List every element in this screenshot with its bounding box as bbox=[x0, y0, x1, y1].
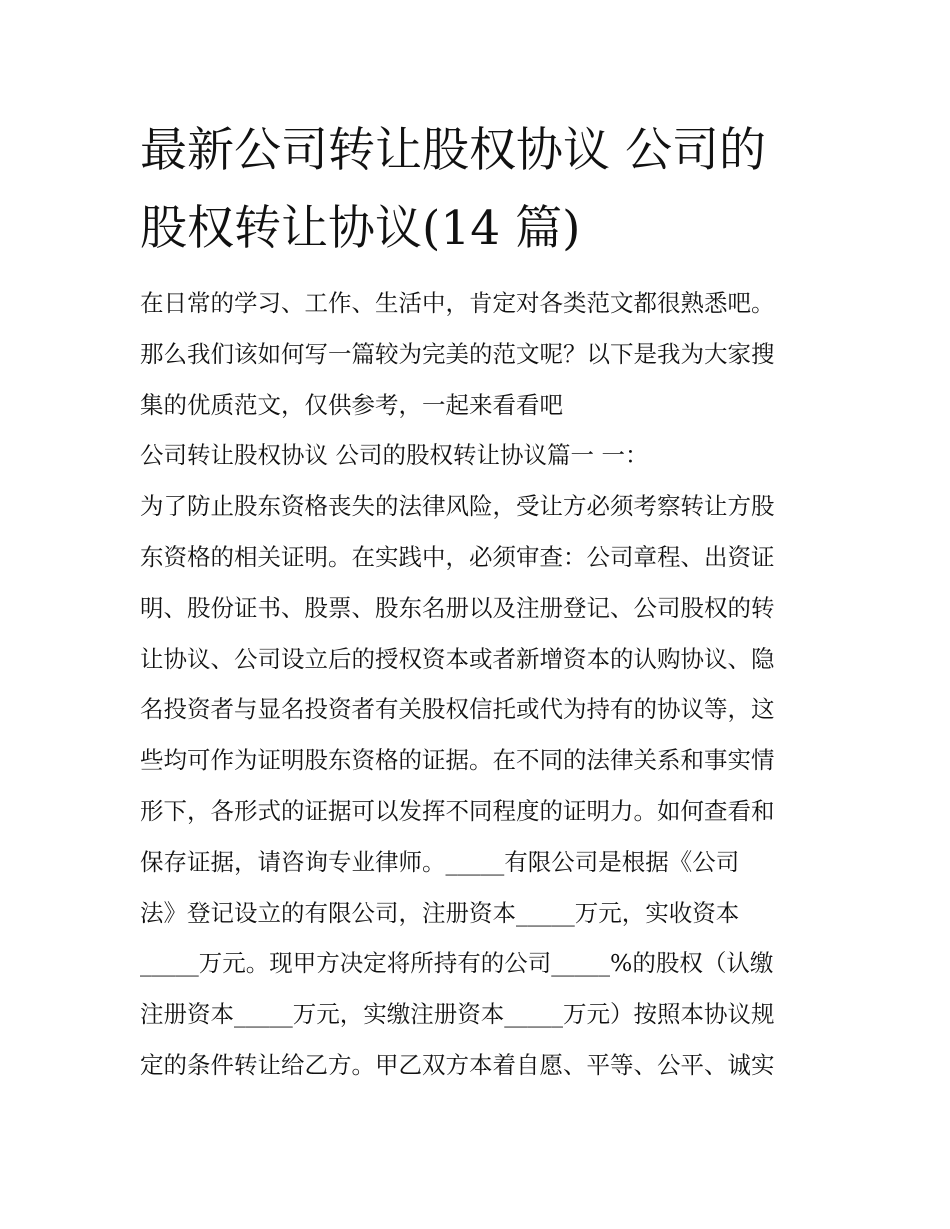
document-title bbox=[140, 112, 830, 268]
body-line-14: _____万元。现甲方决定将所持有的公司_____%的股权（认缴 bbox=[140, 949, 774, 978]
section-heading: 公司转让股权协议 公司的股权转让协议篇一 一： bbox=[140, 441, 649, 470]
intro-line-3: 集的优质范文，仅供参考，一起来看看吧 bbox=[140, 390, 563, 419]
title-line-1: 最新公司转让股权协议 公司的 bbox=[140, 123, 766, 178]
body-line-6: 东资格的相关证明。在实践中，必须审查：公司章程、出资证 bbox=[140, 542, 775, 571]
intro-line-1: 在日常的学习、工作、生活中，肯定对各类范文都很熟悉吧。 bbox=[140, 289, 775, 317]
document-body bbox=[140, 278, 830, 1091]
body-line-13: 法》登记设立的有限公司，注册资本_____万元，实收资本 bbox=[140, 898, 740, 927]
body-line-11: 形下，各形式的证据可以发挥不同程度的证明力。如何查看和 bbox=[140, 796, 775, 825]
body-line-5: 为了防止股东资格丧失的法律风险，受让方必须考察转让方股 bbox=[140, 492, 775, 521]
body-line-10: 些均可作为证明股东资格的证据。在不同的法律关系和事实情 bbox=[140, 746, 775, 775]
body-line-7: 明、股份证书、股票、股东名册以及注册登记、公司股权的转 bbox=[140, 593, 775, 622]
body-line-15: 注册资本_____万元，实缴注册资本_____万元）按照本协议规 bbox=[140, 1000, 775, 1029]
body-line-9: 名投资者与显名投资者有关股权信托或代为持有的协议等，这 bbox=[140, 695, 775, 724]
body-line-12: 保存证据，请咨询专业律师。_____有限公司是根据《公司 bbox=[140, 847, 740, 876]
body-line-8: 让协议、公司设立后的授权资本或者新增资本的认购协议、隐 bbox=[140, 644, 775, 673]
body-line-16: 定的条件转让给乙方。甲乙双方本着自愿、平等、公平、诚实 bbox=[140, 1050, 775, 1079]
title-line-2: 股权转让协议(14 篇) bbox=[140, 201, 581, 256]
intro-line-2: 那么我们该如何写一篇较为完美的范文呢？以下是我为大家搜 bbox=[140, 339, 775, 368]
